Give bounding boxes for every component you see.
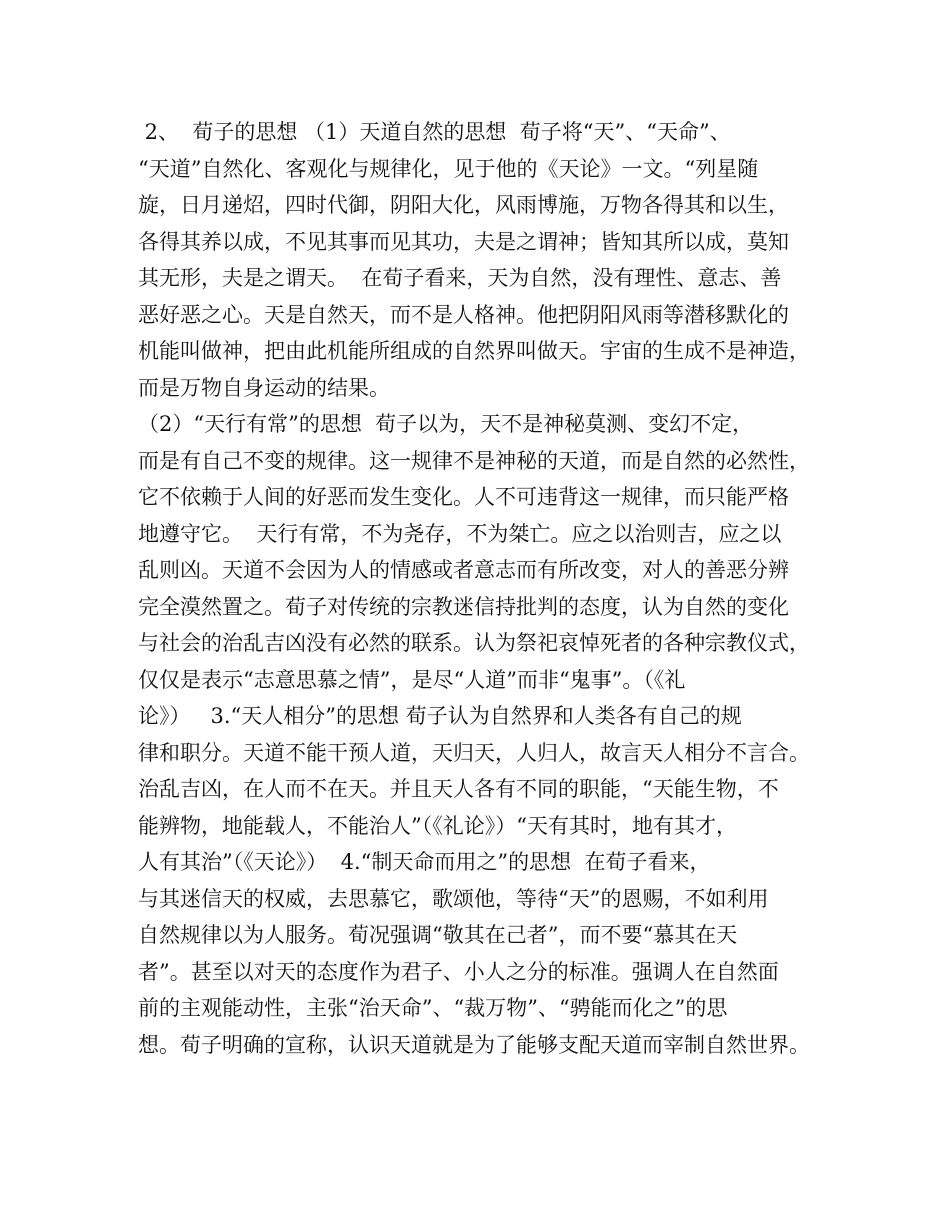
text-line: 乱则凶。天道不会因为人的情感或者意志而有所改变，对人的善恶分辨 bbox=[138, 558, 789, 582]
text-line: 者”。甚至以对天的态度作为君子、小人之分的标准。强调人在自然面 bbox=[138, 959, 779, 984]
text-line: 律和职分。天道不能干预人道，天归天，人归人，故言天人相分不言合。 bbox=[138, 740, 810, 765]
text-line: 人有其治”（《天论》） 4.“制天命而用之”的思想 在荀子看来， bbox=[138, 850, 711, 874]
text-line: 论》） 3.“天人相分”的思想 荀子认为自然界和人类各有自己的规 bbox=[138, 704, 742, 728]
text-line: 恶好恶之心。天是自然天，而不是人格神。他把阴阳风雨等潜移默化的 bbox=[138, 302, 789, 327]
text-line: 完全漠然置之。荀子对传统的宗教迷信持批判的态度，认为自然的变化 bbox=[138, 594, 789, 619]
text-line: 仅仅是表示“志意思慕之情”，是尽“人道”而非“鬼事”。（《礼 bbox=[138, 667, 686, 692]
text-line: 治乱吉凶，在人而不在天。并且天人各有不同的职能，“天能生物，不 bbox=[138, 777, 779, 801]
text-line: 自然规律以为人服务。荀况强调“敬其在己者”，而不要“慕其在天 bbox=[138, 923, 738, 947]
text-line: 而是有自己不变的规律。这一规律不是神秘的天道，而是自然的必然性， bbox=[138, 448, 810, 473]
text-line: 各得其养以成，不见其事而见其功，夫是之谓神；皆知其所以成，莫知 bbox=[138, 229, 789, 254]
text-line: 机能叫做神，把由此机能所组成的自然界叫做天。宇宙的生成不是神造， bbox=[138, 339, 810, 363]
text-line: “天道”自然化、客观化与规律化，见于他的《天论》一文。“列星随 bbox=[138, 156, 759, 181]
text-line: （2）“天行有常”的思想 荀子以为，天不是神秘莫测、变幻不定， bbox=[138, 412, 754, 436]
text-line: 能辨物，地能载人，不能治人”（《礼论》）“天有其时，地有其才， bbox=[138, 813, 737, 838]
text-line: 地遵守它。 天行有常，不为尧存，不为桀亡。应之以治则吉，应之以 bbox=[138, 521, 782, 546]
text-line: 与其迷信天的权威，去思慕它，歌颂他，等待“天”的恩赐，不如利用 bbox=[138, 886, 769, 911]
text-line: 2、 荀子的思想 （1）天道自然的思想 荀子将“天”、“天命”、 bbox=[138, 120, 731, 144]
text-line: 它不依赖于人间的好恶而发生变化。人不可违背这一规律，而只能严格 bbox=[138, 485, 789, 509]
text-line: 想。荀子明确的宣称，认识天道就是为了能够支配天道而宰制自然世界。 bbox=[138, 1032, 810, 1057]
text-line: 而是万物自身运动的结果。 bbox=[138, 375, 390, 400]
text-line: 其无形，夫是之谓天。 在荀子看来，天为自然，没有理性、意志、善 bbox=[138, 266, 782, 290]
text-line: 前的主观能动性，主张“治天命”、“裁万物”、“骋能而化之”的思 bbox=[138, 996, 728, 1020]
text-line: 旋，日月递炤，四时代御，阴阳大化，风雨博施，万物各得其和以生， bbox=[138, 193, 789, 217]
body-text bbox=[138, 114, 838, 1063]
text-line: 与社会的治乱吉凶没有必然的联系。认为祭祀哀悼死者的各种宗教仪式， bbox=[138, 631, 810, 655]
